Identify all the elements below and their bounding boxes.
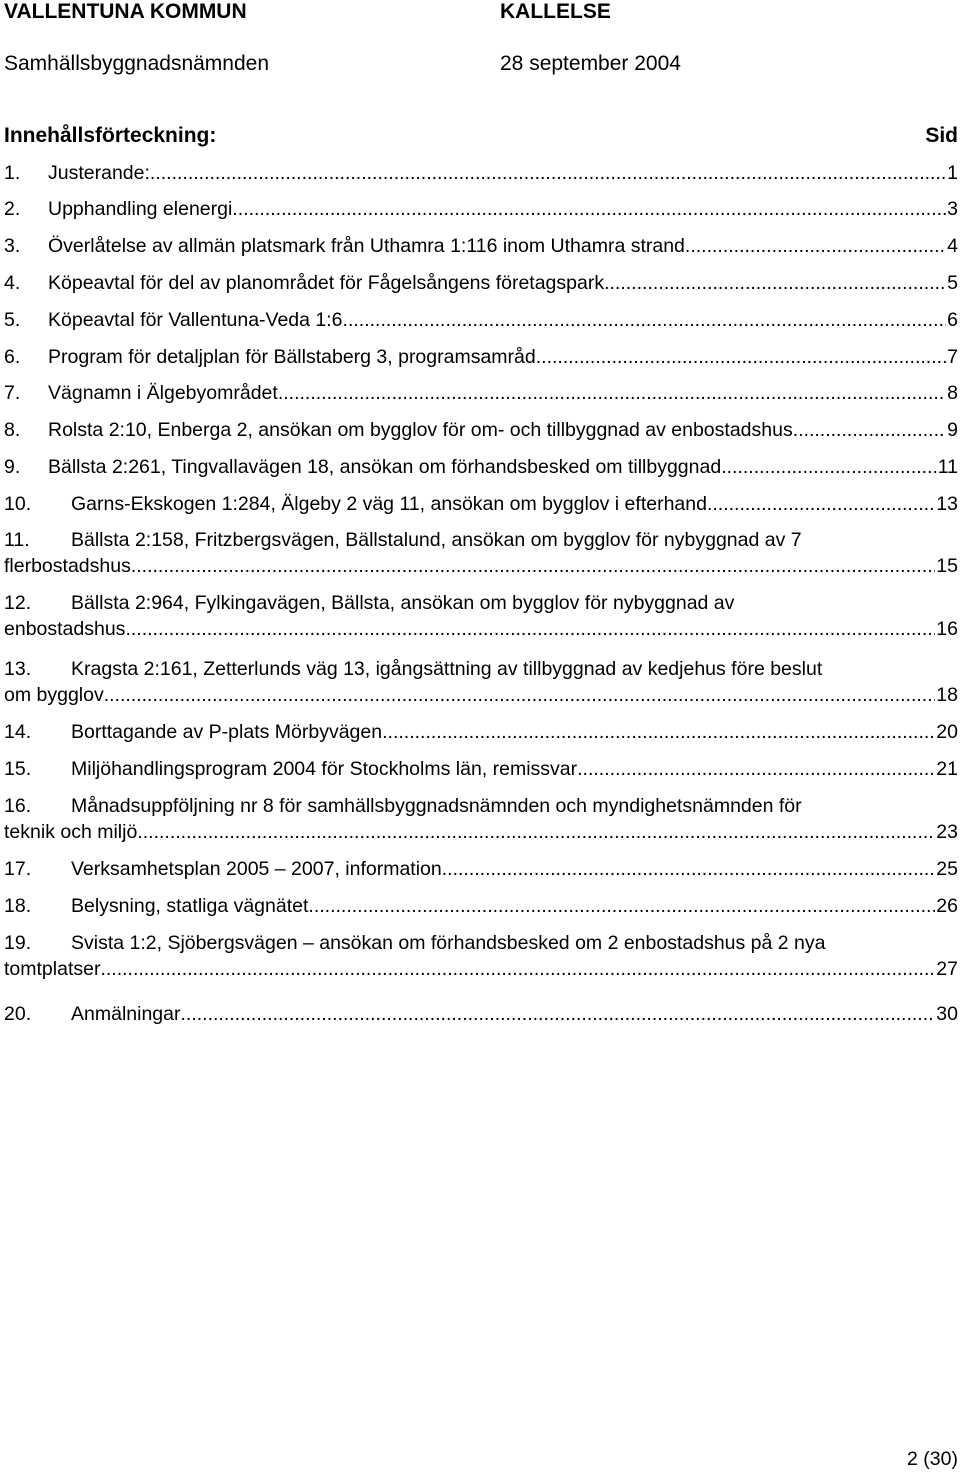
toc-entry-number: 9.	[4, 456, 21, 478]
toc-entry-title: Justerande:	[48, 162, 150, 184]
toc-entry-title: Köpeavtal för del av planområdet för Fågelsångens företagspark.	[48, 272, 610, 294]
toc-entry-title: Program för detaljplan för Bällstaberg 3, programsamråd	[48, 346, 536, 368]
toc-entry-page: 7	[947, 346, 958, 368]
toc-entry-page: 9	[947, 419, 958, 441]
toc-entry-page: 16	[936, 618, 958, 640]
toc-entry-title: Köpeavtal för Vallentuna-Veda 1:6	[48, 309, 343, 331]
document-type: KALLELSE	[500, 0, 611, 23]
toc-entry-title: Överlåtelse av allmän platsmark från Uthamra 1:116 inom Uthamra strand.	[48, 235, 691, 257]
document-date: 28 september 2004	[500, 52, 681, 75]
toc-entry	[4, 270, 958, 296]
toc-entry	[4, 656, 958, 708]
toc-entry-number: 13.	[4, 658, 32, 680]
toc-entry-number: 7.	[4, 382, 21, 404]
toc-entry-number: 15.	[4, 758, 32, 780]
toc-entry-title: Garns-Ekskogen 1:284, Älgeby 2 väg 11, ansökan om bygglov i efterhand	[71, 493, 707, 515]
toc-entry	[4, 793, 958, 845]
toc-entry-number: 1.	[4, 162, 21, 184]
toc-entry-page: 11	[937, 456, 958, 478]
toc-entry-number: 14.	[4, 721, 32, 743]
toc-entry-title: Miljöhandlingsprogram 2004 för Stockholms län, remissvar	[71, 758, 578, 780]
toc-entry-title: Verksamhetsplan 2005 – 2007, information	[71, 858, 442, 880]
toc-entry-title: Bällsta 2:964, Fylkingavägen, Bällsta, ansökan om bygglov för nybyggnad av	[71, 592, 735, 614]
toc-entry-page: 20	[936, 721, 958, 743]
dot-leader	[100, 956, 935, 982]
toc-entry-page: 25	[936, 858, 958, 880]
dot-leader	[536, 344, 946, 370]
toc-entry	[4, 380, 958, 406]
toc-entry-title: Svista 1:2, Sjöbergsvägen – ansökan om förhandsbesked om 2 enbostadshus på 2 nya	[71, 932, 826, 954]
toc-entry-page: 27	[936, 958, 958, 980]
toc-entry	[4, 527, 958, 579]
dot-leader	[150, 160, 946, 186]
dot-leader	[793, 417, 946, 443]
toc-entry	[4, 454, 958, 480]
toc-entry-title: Borttagande av P-plats Mörbyvägen	[71, 721, 383, 743]
toc-entry-page: 3	[947, 198, 958, 220]
toc-entry-number: 2.	[4, 198, 21, 220]
toc-entry-page: 15	[936, 555, 958, 577]
toc-page-column-title: Sid	[925, 124, 958, 147]
dot-leader	[278, 380, 946, 406]
dot-leader	[238, 196, 946, 222]
dot-leader	[137, 819, 935, 845]
toc-entry-number: 8.	[4, 419, 21, 441]
toc-entry-number: 19.	[4, 932, 32, 954]
toc-entry-page: 5	[947, 272, 958, 294]
toc-entry-page: 8	[947, 382, 958, 404]
toc-entry-title: Månadsuppföljning nr 8 för samhällsbyggnadsnämnden och myndighetsnämnden för	[71, 795, 802, 817]
toc-entry-number: 16.	[4, 795, 32, 817]
toc-entry-title: Anmälningar	[71, 1003, 181, 1025]
toc-entry-number: 10.	[4, 493, 32, 515]
toc-entry-page: 4	[947, 235, 958, 257]
toc-entry-number: 12.	[4, 592, 32, 614]
toc-entry-page: 30	[936, 1003, 958, 1025]
toc-entry-number: 6.	[4, 346, 21, 368]
toc-entry-page: 21	[936, 758, 958, 780]
toc-entry-number: 5.	[4, 309, 21, 331]
page-number: 2 (30)	[907, 1448, 958, 1470]
toc-entry-title: Bällsta 2:158, Fritzbergsvägen, Bällstalund, ansökan om bygglov för nybyggnad av 7	[71, 529, 802, 551]
dot-leader	[180, 1001, 935, 1027]
toc-entry	[4, 930, 958, 982]
toc-entry-page: 6	[947, 309, 958, 331]
toc-entry-title-continued: flerbostadshus	[4, 555, 131, 577]
toc-entry	[4, 719, 958, 745]
dot-leader	[131, 553, 935, 579]
dot-leader	[577, 756, 935, 782]
toc-entry-number: 18.	[4, 895, 32, 917]
toc-entry	[4, 1001, 958, 1027]
dot-leader	[104, 682, 936, 708]
organization-name: VALLENTUNA KOMMUN	[4, 0, 247, 23]
dot-leader	[610, 270, 947, 296]
dot-leader	[721, 454, 937, 480]
toc-entry-title-continued: tomtplatser	[4, 958, 101, 980]
toc-entry-number: 11.	[4, 529, 30, 551]
toc-entry-page: 1	[947, 162, 958, 184]
toc-entry-number: 3.	[4, 235, 21, 257]
toc-entry-page: 26	[936, 895, 958, 917]
dot-leader	[690, 233, 946, 259]
toc-entry	[4, 307, 958, 333]
toc-entry-title: Belysning, statliga vägnätet	[71, 895, 309, 917]
toc-entry-page: 18	[936, 684, 958, 706]
toc-entry	[4, 233, 958, 259]
toc-entry-title: Bällsta 2:261, Tingvallavägen 18, ansökan om förhandsbesked om tillbyggnad	[48, 456, 722, 478]
toc-entry	[4, 196, 958, 222]
department-name: Samhällsbyggnadsnämnden	[4, 52, 270, 75]
toc-title: Innehållsförteckning:	[4, 124, 217, 147]
dot-leader	[707, 491, 935, 517]
toc-entry-title: Kragsta 2:161, Zetterlunds väg 13, igångsättning av tillbyggnad av kedjehus före beslut	[71, 658, 823, 680]
toc-entry	[4, 344, 958, 370]
toc-entry	[4, 417, 958, 443]
toc-entry-number: 17.	[4, 858, 32, 880]
toc-entry-number: 20.	[4, 1003, 32, 1025]
toc-entry-title-continued: teknik och miljö	[4, 821, 138, 843]
toc-entry-title: Vägnamn i Älgebyområdet	[48, 382, 278, 404]
dot-leader	[125, 616, 935, 642]
toc-entry	[4, 756, 958, 782]
toc-entry-title-continued: enbostadshus	[4, 618, 126, 640]
toc-entry	[4, 856, 958, 882]
toc-entry	[4, 160, 958, 186]
dot-leader	[343, 307, 947, 333]
toc-entry-page: 13	[936, 493, 958, 515]
dot-leader	[442, 856, 936, 882]
toc-entry-number: 4.	[4, 272, 21, 294]
toc-entry-page: 23	[936, 821, 958, 843]
toc-entry	[4, 491, 958, 517]
toc-entry-title-continued: om bygglov	[4, 684, 104, 706]
toc-entry-title: Rolsta 2:10, Enberga 2, ansökan om bygglov för om- och tillbyggnad av enbostadshus	[48, 419, 793, 441]
toc-entry-title: Upphandling elenergi.	[48, 198, 238, 220]
dot-leader	[308, 893, 935, 919]
dot-leader	[382, 719, 935, 745]
toc-entry	[4, 590, 958, 642]
toc-entry	[4, 893, 958, 919]
